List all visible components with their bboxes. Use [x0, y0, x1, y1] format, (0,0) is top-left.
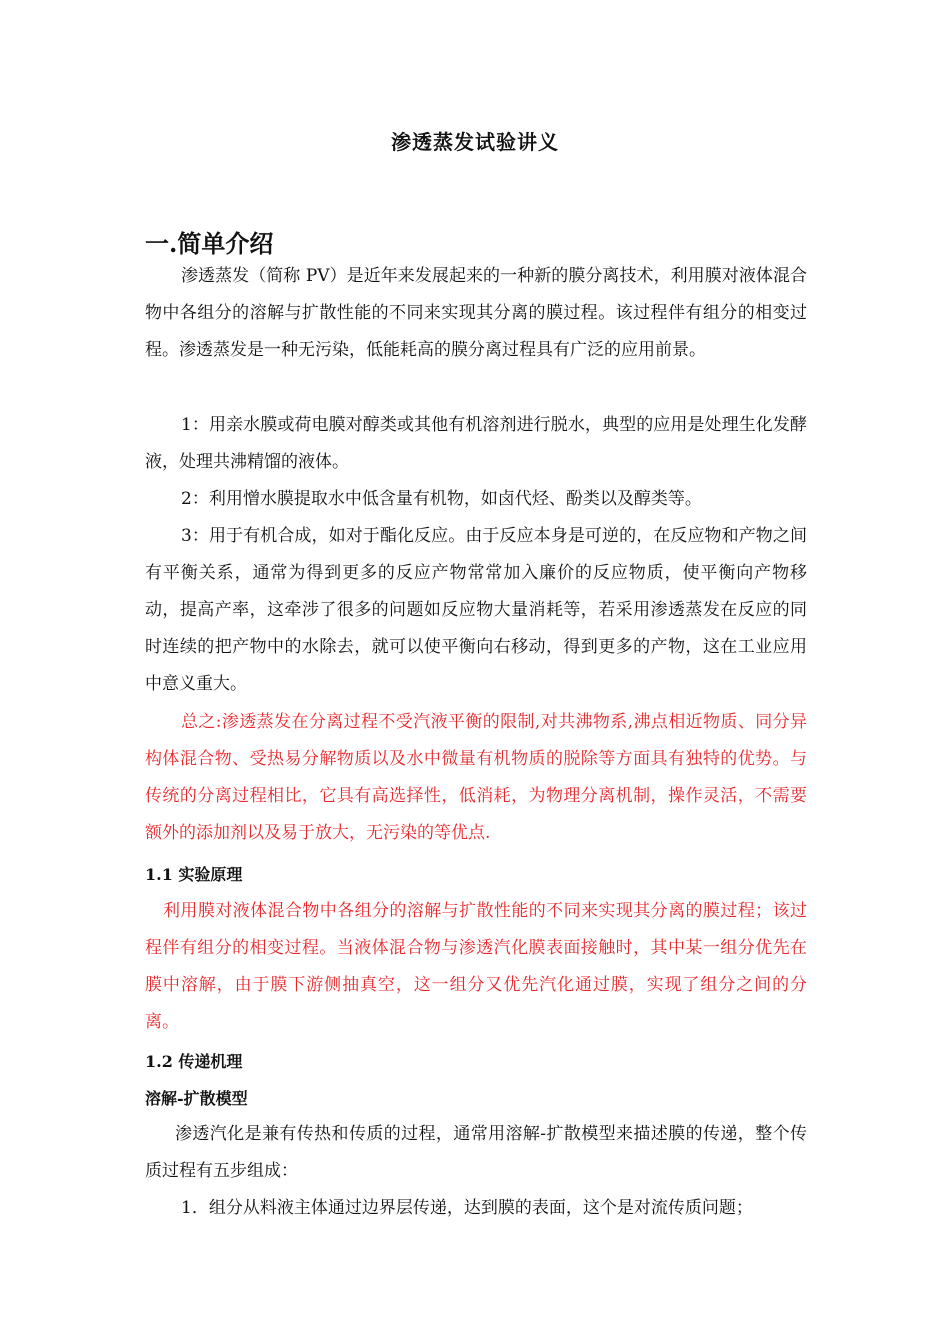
application-item-1: 1：用亲水膜或荷电膜对醇类或其他有机溶剂进行脱水，典型的应用是处理生化发酵液，处理共沸精馏的液体。	[145, 415, 807, 472]
mechanism-step-1: 1．组分从料液主体通过边界层传递，达到膜的表面，这个是对流传质问题；	[181, 1198, 753, 1218]
mechanism-paragraph: 渗透汽化是兼有传热和传质的过程，通常用溶解-扩散模型来描述膜的传递，整个传质过程有五步组成：	[145, 1124, 807, 1181]
intro-paragraph: 渗透蒸发（简称 PV）是近年来发展起来的一种新的膜分离技术，利用膜对液体混合物中各组分的溶解与扩散性能的不同来实现其分离的膜过程。该过程伴有组分的相变过程。渗透蒸发是一种无污染，低能耗高的膜分离过程具有广泛的应用前景。	[145, 266, 807, 360]
section-heading-mechanism: 1.2 传递机理	[145, 1052, 243, 1071]
section-heading-principle: 1.1 实验原理	[145, 865, 243, 884]
subheading-model: 溶解-扩散模型	[145, 1089, 248, 1108]
principle-paragraph: 利用膜对液体混合物中各组分的溶解与扩散性能的不同来实现其分离的膜过程；该过程伴有组分的相变过程。当液体混合物与渗透汽化膜表面接触时，其中某一组分优先在膜中溶解，由于膜下游侧抽真空，这一组分又优先汽化通过膜，实现了组分之间的分离。	[145, 901, 807, 1032]
section-heading-intro: 一.简单介绍	[145, 229, 274, 258]
document-title: 渗透蒸发试验讲义	[391, 130, 559, 154]
application-item-2: 2：利用憎水膜提取水中低含量有机物，如卤代烃、酚类以及醇类等。	[181, 489, 702, 509]
application-item-3: 3：用于有机合成，如对于酯化反应。由于反应本身是可逆的，在反应物和产物之间有平衡关系，通常为得到更多的反应产物常常加入廉价的反应物质，使平衡向产物移动，提高产率，这牵涉了很多的问题如反应物大量消耗等，若采用渗透蒸发在反应的同时连续的把产物中的水除去，就可以使平衡向右移动，得到更多的产物，这在工业应用中意义重大。	[145, 526, 807, 694]
summary-paragraph: 总之:渗透蒸发在分离过程不受汽液平衡的限制,对共沸物系,沸点相近物质、同分异构体混合物、受热易分解物质以及水中微量有机物质的脱除等方面具有独特的优势。与传统的分离过程相比，它具有高选择性，低消耗，为物理分离机制，操作灵活，不需要额外的添加剂以及易于放大，无污染的等优点.	[145, 712, 807, 843]
